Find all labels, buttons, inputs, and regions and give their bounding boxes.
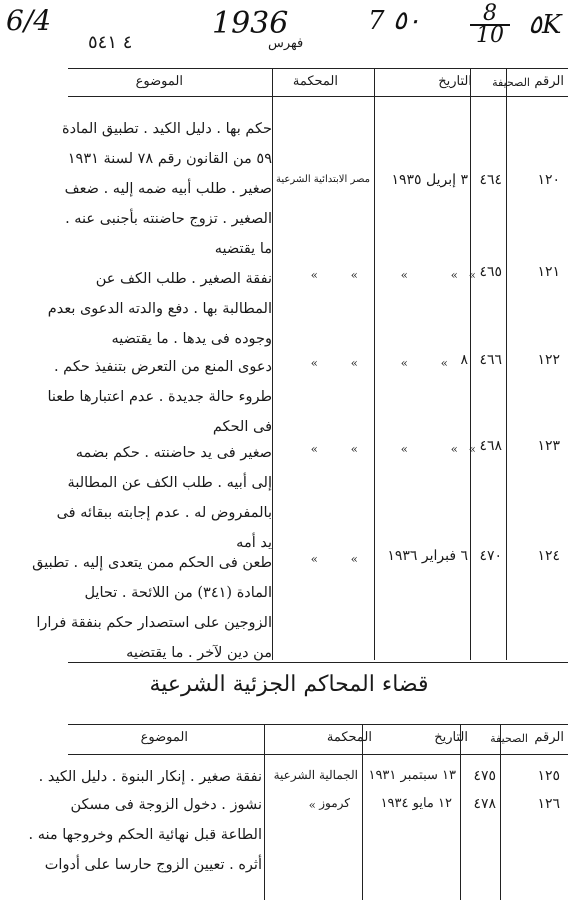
subject-line: طعن فى الحكم ممن يتعدى إليه . تطبيق (32, 555, 272, 571)
col-court-header: المحكمة (292, 74, 338, 89)
table-row-120-number: ١٢٠ (537, 172, 560, 188)
table-row-121-court-ditto: » (310, 268, 318, 282)
table-row-121-page: ٤٦٥ (479, 264, 502, 280)
table-row-121-number: ١٢١ (537, 264, 560, 280)
col-page-header: الصحيفة (490, 732, 528, 745)
col-court-header: المحكمة (326, 730, 372, 745)
table-row-120-subject (62, 114, 272, 264)
handwritten-note-right: ٥K (528, 10, 562, 40)
col-separator-date (460, 724, 461, 900)
col-separator-page (506, 68, 507, 660)
table-row-121-subject (48, 264, 272, 354)
subject-line: ٥٩ من القانون رقم ٧٨ لسنة ١٩٣١ (67, 151, 272, 167)
col-subject-header: الموضوع (140, 730, 188, 745)
subject-line: من دين لآخر . ما يقتضيه (126, 645, 272, 661)
table-row-124-date: ٦ فبراير ١٩٣٦ (387, 548, 468, 564)
col-separator-subject (272, 68, 273, 660)
table-row-125-number: ١٢٥ (537, 768, 560, 784)
subject-line: حكم بها . دليل الكيد . تطبيق المادة (62, 121, 272, 137)
section-index-label: فهرس (268, 36, 304, 51)
subject-line: دعوى المنع من التعرض بتنفيذ حكم . (53, 359, 272, 375)
printed-page-number: ٤ ٥٤١ (88, 32, 133, 53)
table-row-122-court-ditto: » (350, 356, 358, 370)
table-row-122-court-ditto: » (440, 356, 448, 370)
table-row-124-page: ٤٧٠ (479, 548, 502, 564)
table-row-121-court-ditto: » (350, 268, 358, 282)
table-row-125-date: ١٣ سبتمبر ١٩٣١ (368, 768, 456, 783)
table-row-126-court-ditto: » (308, 798, 316, 812)
table-row-122-court-ditto: » (400, 356, 408, 370)
table-row-122-date: ٨ (460, 352, 468, 368)
col-date-header: التاريخ (434, 730, 468, 745)
subject-line: طروء حالة جديدة . عدم اعتبارها طعنا (47, 389, 272, 405)
section-title: قضاء المحاكم الجزئية الشرعية (149, 672, 429, 697)
table-row-121-date-ditto: » (450, 268, 458, 282)
table-row-124-number: ١٢٤ (537, 548, 560, 564)
table-row-124-court-ditto: » (310, 552, 318, 566)
subject-line: الصغير . تزوج حاضنته بأجنبى عنه . (65, 211, 272, 227)
col-separator-subject (264, 724, 265, 900)
subject-line: الطاعة قبل نهائية الحكم وخروجها منه . (28, 827, 262, 843)
table-row-126-page: ٤٧٨ (473, 796, 496, 812)
table-row-120-court: مصر الابتدائية الشرعية (276, 174, 370, 185)
col-subject-header: الموضوع (135, 74, 183, 89)
table-row-123-number: ١٢٣ (537, 438, 560, 454)
table-1 (32, 68, 568, 661)
table-row-121-date-ditto: » (468, 268, 476, 282)
handwritten-fraction (470, 1, 510, 48)
table-row-123-court-ditto: » (350, 442, 358, 456)
table-row-123-page: ٤٦٨ (479, 438, 502, 454)
table-row-120-date: ٣ إبريل ١٩٣٥ (391, 172, 468, 188)
table-row-122-page: ٤٦٦ (479, 352, 502, 368)
subject-line: إلى أبيه . طلب الكف عن المطالبة (67, 475, 272, 491)
handwritten-note-middle: 7 ٥٠ (368, 6, 421, 36)
table-row-123-date-ditto: » (450, 442, 458, 456)
subject-line: نفقة صغير . إنكار البنوة . دليل الكيد . (38, 769, 262, 785)
subject-line: فى الحكم (212, 419, 272, 435)
subject-line: بالمفروض له . عدم إجابته ببقائه فى (56, 505, 272, 521)
table-row-126-number: ١٢٦ (537, 796, 560, 812)
subject-line: صغير . طلب أبيه ضمه إليه . ضعف (64, 181, 272, 197)
col-separator-page (500, 724, 501, 900)
table-row-123-date-ditto: » (468, 442, 476, 456)
table-row-125-court: الجمالية الشرعية (273, 768, 358, 782)
table-row-122-court-ditto: » (310, 356, 318, 370)
col-separator-date (470, 68, 471, 660)
table-2 (28, 724, 568, 900)
col-separator-court (374, 68, 375, 660)
table-1-header (68, 68, 568, 96)
table-row-122-number: ١٢٢ (537, 352, 560, 368)
fraction-top: 8 (483, 1, 497, 26)
table-row-124-subject (32, 548, 272, 668)
table-row-126-date: ١٢ مايو ١٩٣٤ (380, 796, 452, 811)
fraction-bottom: 10 (476, 23, 504, 48)
table-row-120-page: ٤٦٤ (479, 172, 502, 188)
table-row-122-subject (47, 352, 272, 442)
subject-line: المطالبة بها . دفع والدته الدعوى بعدم (47, 301, 272, 317)
col-separator-court (362, 724, 363, 900)
handwritten-note-left: 6/4 (6, 4, 52, 37)
subject-line: يد أمه (236, 535, 272, 551)
table-1-bottom-rule (68, 662, 568, 663)
col-page-header: الصحيفة (492, 76, 530, 89)
handwritten-year: 1936 (212, 6, 289, 41)
table-row-126-court: كرموز (319, 796, 350, 810)
subject-line: أثره . تعيين الزوج حارسا على أدوات (44, 857, 262, 873)
table-row-123-subject (57, 438, 272, 558)
subject-line: صغير فى يد حاضنته . حكم بضمه (75, 445, 272, 461)
subject-line: نشوز . دخول الزوجة فى مسكن (70, 797, 262, 813)
col-number-header: الرقم (534, 74, 564, 89)
table-row-125-page: ٤٧٥ (473, 768, 496, 784)
col-date-header: التاريخ (438, 74, 472, 89)
table-2-header-rule (68, 754, 568, 755)
table-row-123-date-ditto: » (400, 442, 408, 456)
table-row-125-subject (39, 762, 262, 792)
subject-line: نفقة الصغير . طلب الكف عن (95, 271, 272, 287)
table-row-123-court-ditto: » (310, 442, 318, 456)
col-number-header: الرقم (534, 730, 564, 745)
table-row-124-court-ditto: » (350, 552, 358, 566)
subject-line: ما يقتضيه (214, 241, 272, 257)
subject-line: المادة (٣٤١) من اللائحة . تحايل (84, 585, 272, 601)
table-1-header-rule (68, 96, 568, 97)
subject-line: الزوجين على استصدار حكم بنفقة فرارا (36, 615, 272, 631)
table-row-126-subject (29, 790, 262, 880)
table-2-header (68, 724, 568, 752)
subject-line: وجوده فى يدها . ما يقتضيه (111, 331, 272, 347)
table-row-121-date-ditto: » (400, 268, 408, 282)
